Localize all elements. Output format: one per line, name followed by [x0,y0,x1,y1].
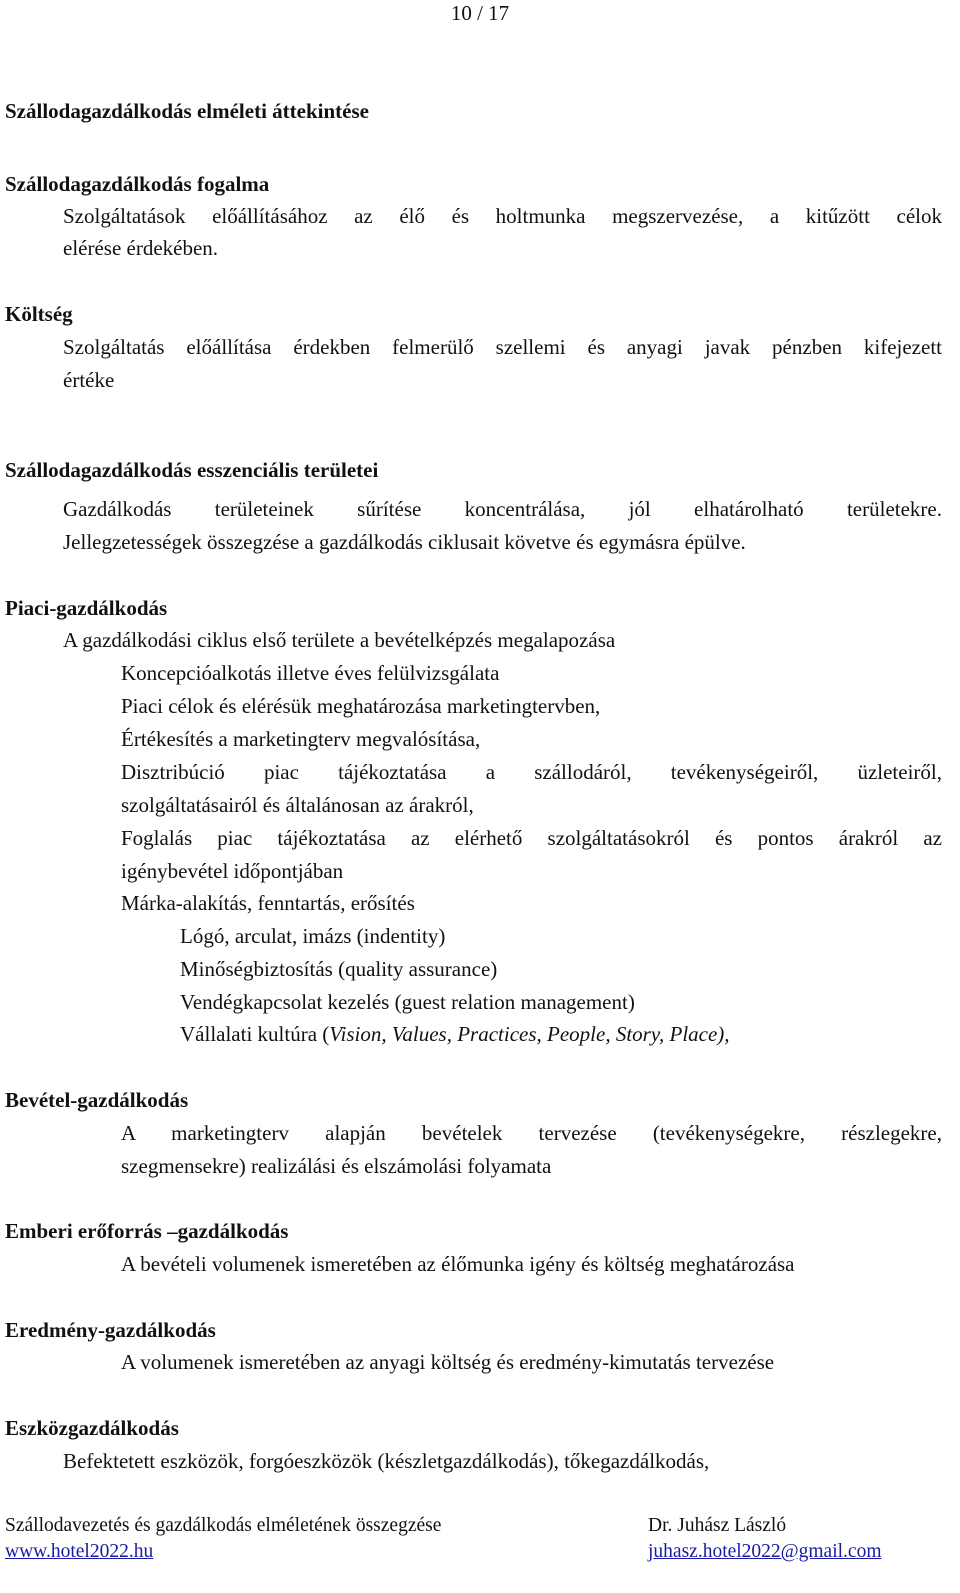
eredmeny-text-line: A volumenek ismeretében az anyagi költség és eredmény-kimutatás tervezése [121,1350,775,1374]
koltseg-text-line: értéke [63,368,115,392]
fogalma-text-line: elérése érdekében. [63,236,219,260]
esszencialis-text-line: Gazdálkodás területeinek sűrítése koncentrálása, jól elhatárolható területekre. [63,497,942,521]
footer-website-link[interactable]: www.hotel2022.hu [5,1541,154,1562]
piaci-sub-item: Lógó, arculat, imázs (indentity) [180,924,446,948]
bevetel-text-line: A marketingterv alapján bevételek tervezése (tevékenységekre, részlegekre, [121,1121,942,1145]
piaci-item: szolgáltatásairól és általánosan az árakról, [121,793,474,817]
page-number: 10 / 17 [450,1,510,25]
piaci-item: Márka-alakítás, fenntartás, erősítés [121,891,415,915]
esszencialis-text-line: Jellegzetességek összegzése a gazdálkodás ciklusait követve és egymásra épülve. [63,530,746,554]
piaci-sub-item: Vendégkapcsolat kezelés (guest relation management) [180,990,635,1014]
piaci-item: Disztribúció piac tájékoztatása a szállodáról, tevékenységeiről, üzleteiről, [121,760,942,784]
bevetel-text-line: szegmensekre) realizálási és elszámolási folyamata [121,1154,552,1178]
page-title: Szállodagazdálkodás elméleti áttekintése [5,99,369,123]
piaci-item: Koncepcióalkotás illetve éves felülvizsgálata [121,661,500,685]
fogalma-text-line: Szolgáltatások előállításához az élő és holtmunka megszervezése, a kitűzött célok [63,204,942,228]
footer-author: Dr. Juhász László [648,1515,787,1536]
piaci-intro: A gazdálkodási ciklus első területe a bevételképzés megalapozása [63,628,616,652]
piaci-item: Foglalás piac tájékoztatása az elérhető szolgáltatásokról és pontos árakról az [121,826,942,850]
section-heading-eszkoz: Eszközgazdálkodás [5,1416,179,1440]
piaci-item: igénybevétel időpontjában [121,859,344,883]
koltseg-text-line: Szolgáltatás előállítása érdekben felmerülő szellemi és anyagi javak pénzben kifejezett [63,335,942,359]
section-heading-eredmeny: Eredmény-gazdálkodás [5,1318,216,1342]
piaci-item: Piaci célok és elérésük meghatározása marketingtervben, [121,694,601,718]
piaci-sub-item [180,1021,730,1047]
piaci-sub-item: Minőségbiztosítás (quality assurance) [180,957,498,981]
emberi-text-line: A bevételi volumenek ismeretében az élőmunka igény és költség meghatározása [121,1252,795,1276]
section-heading-koltseg: Költség [5,302,73,326]
piaci-item: Értékesítés a marketingterv megvalósítása, [121,727,481,751]
kultura-prefix: Vállalati kultúra ( [180,1022,330,1046]
kultura-values: Vision, Values, Practices, People, Story, Place), [329,1022,730,1046]
footer-email-link[interactable]: juhasz.hotel2022@gmail.com [648,1541,882,1562]
section-heading-fogalma: Szállodagazdálkodás fogalma [5,172,270,196]
section-heading-emberi: Emberi erőforrás –gazdálkodás [5,1219,289,1243]
footer-title: Szállodavezetés és gazdálkodás elméletének összegzése [5,1515,442,1536]
section-heading-bevetel: Bevétel-gazdálkodás [5,1088,189,1112]
section-heading-esszencialis: Szállodagazdálkodás esszenciális területei [5,458,379,482]
section-heading-piaci: Piaci-gazdálkodás [5,596,168,620]
eszkoz-text-line: Befektetett eszközök, forgóeszközök (készletgazdálkodás), tőkegazdálkodás, [63,1449,710,1473]
